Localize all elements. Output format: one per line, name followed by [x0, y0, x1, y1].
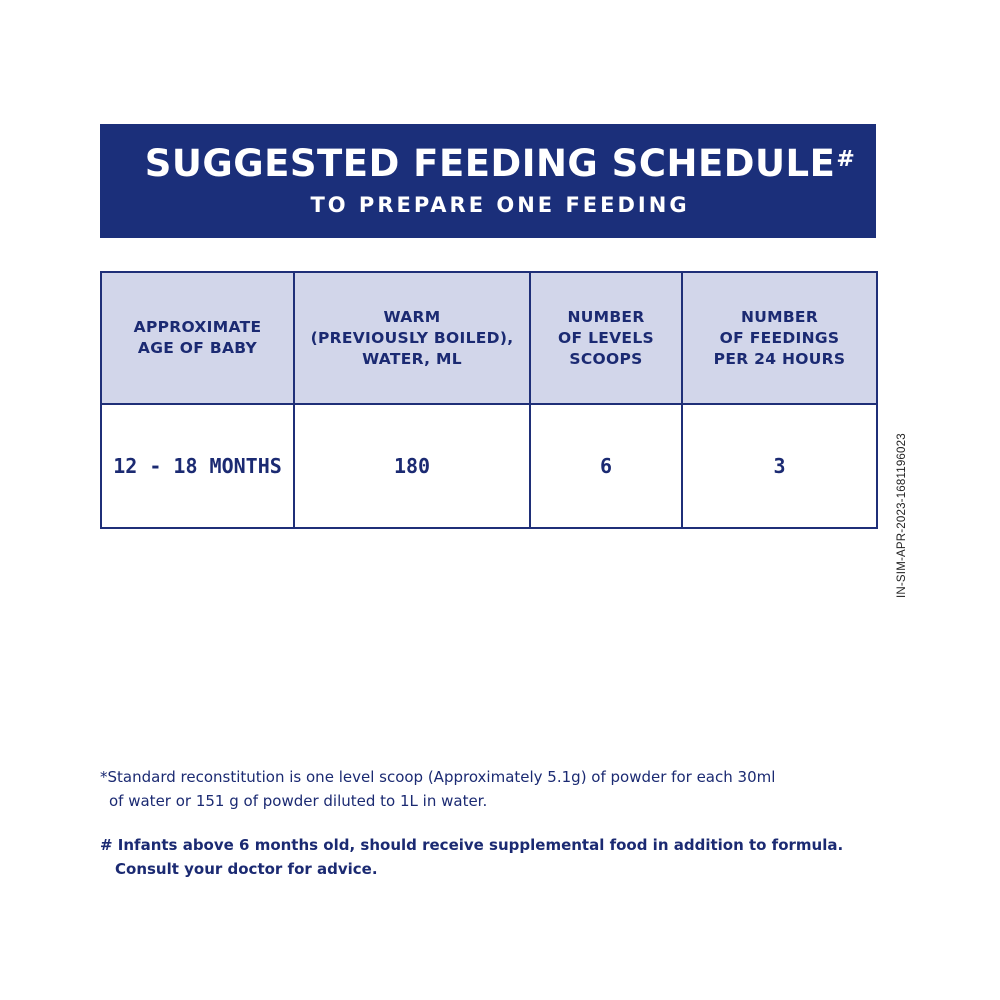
header-scoops — [530, 272, 682, 404]
footnote-standard-line2: of water or 151 g of powder diluted to 1L in water. — [109, 792, 488, 810]
table-header-row — [101, 272, 877, 404]
header-water-label: WARM (PREVIOUSLY BOILED), WATER, ML — [310, 307, 514, 368]
header-feedings-label: NUMBER OF FEEDINGS PER 24 HOURS — [713, 307, 846, 368]
header-age-label: APPROXIMATE AGE OF BABY — [133, 318, 262, 357]
cell-feedings: 3 — [682, 404, 877, 528]
footnote-standard-line1: *Standard reconstitution is one level scoop (Approximately 5.1g) of powder for each 30ml — [100, 768, 776, 786]
document-code: IN-SIM-APR-2023-1681196023 — [896, 433, 908, 598]
cell-water: 180 — [294, 404, 530, 528]
table-row — [101, 404, 877, 528]
page-title-text: SUGGESTED FEEDING SCHEDULE — [144, 142, 836, 185]
footnote-infants — [100, 833, 880, 881]
footnote-infants-line1: # Infants above 6 months old, should receive supplemental food in addition to formula. — [100, 836, 844, 854]
page-title — [0, 142, 1000, 186]
cell-scoops: 6 — [530, 404, 682, 528]
footnote-standard — [100, 765, 880, 813]
header-water — [294, 272, 530, 404]
header-scoops-label: NUMBER OF LEVELS SCOOPS — [558, 307, 654, 368]
header-age — [101, 272, 294, 404]
footnote-infants-line2: Consult your doctor for advice. — [115, 860, 378, 878]
header-feedings — [682, 272, 877, 404]
title-footnote-mark: # — [836, 147, 856, 172]
feeding-schedule-table — [100, 271, 878, 529]
cell-age: 12 - 18 MONTHS — [101, 404, 294, 528]
page-subtitle: TO PREPARE ONE FEEDING — [310, 193, 690, 217]
